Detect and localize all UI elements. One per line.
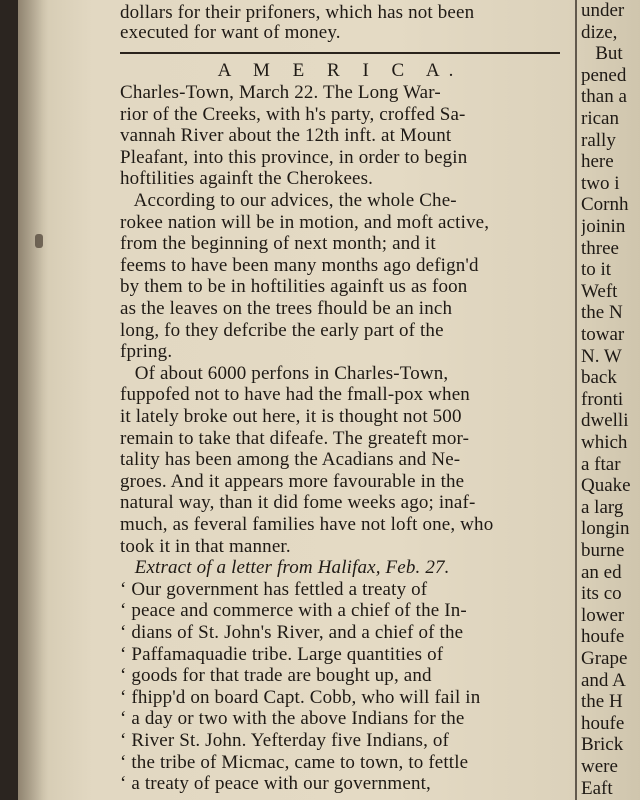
text-line: dollars for their prifoners, which has not been [120,2,475,23]
text-line: a ftar [581,453,621,475]
text-line: remain to take that difeafe. The greateft mor- [120,427,470,449]
text-line: Eaft [581,777,613,799]
text-line: towar [581,324,625,345]
text-line: burne [581,540,625,561]
text-line: to it [581,259,612,281]
section-rule [120,52,560,54]
text-line: tality has been among the Acadians and Ne- [120,449,461,471]
text-line: back [581,367,617,389]
text-line: its co [581,583,622,605]
text-line: fpring. [120,341,173,363]
column-divider [575,0,577,800]
text-line: which [581,432,628,453]
text-line: pened [581,64,627,86]
text-line: houfe [581,712,625,734]
right-column [581,0,640,800]
page-edge-stain [35,234,43,248]
text-line: ‘ a treaty of peace with our government, [120,773,431,795]
text-line: took it in that manner. [120,535,291,557]
text-line: Charles-Town, March 22. The Long War- [120,82,441,103]
text-line: rally [581,129,616,151]
text-line: ‘ dians of St. John's River, and a chief of the [120,622,464,643]
text-line: under [581,0,625,21]
text-line: groes. And it appears more favourable in the [120,470,465,492]
text-line: and A [581,669,626,691]
text-line: three [581,237,619,259]
text-line: longin [581,518,630,540]
text-line: long, fo they defcribe the early part of the [120,319,444,341]
text-line: ‘ the tribe of Micmac, came to town, to fettle [120,751,469,773]
newspaper-page [18,0,640,800]
text-line: ‘ Paffamaquadie tribe. Large quantities of [120,643,444,665]
text-line: Cornh [581,194,629,216]
text-line: Quake [581,475,631,497]
text-line: rican [581,108,619,129]
text-line: dize, [581,21,618,43]
text-line: Brick [581,734,624,756]
text-line: here [581,151,614,173]
text-line: Extract of a letter from Halifax, Feb. 27. [120,557,450,579]
text-line: by them to be in hoftilities againft us as foon [120,276,468,298]
text-line: rior of the Creeks, with h's party, croffed Sa- [120,103,466,125]
text-line: were [581,756,618,777]
text-line: According to our advices, the whole Che- [120,190,457,211]
text-line: much, as feveral families have not loft one, who [120,514,494,535]
text-line: the N [581,302,623,324]
text-line: rokee nation will be in motion, and moft active, [120,211,490,233]
text-line: executed for want of money. [120,22,341,43]
text-line: two i [581,172,620,194]
text-line: ‘ Our government has fettled a treaty of [120,578,428,600]
text-line: houfe [581,626,625,648]
text-line: lower [581,604,625,626]
text-line: Grape [581,648,628,669]
text-line: ‘ a day or two with the above Indians for the [120,708,465,730]
section-heading: A M E R I C A. [217,60,463,81]
text-line: as the leaves on the trees fhould be an inch [120,298,453,319]
text-line: ‘ fhipp'd on board Capt. Cobb, who will fail in [120,686,481,708]
text-line: joinin [581,216,626,237]
text-line: ‘ River St. John. Yefterday five Indians, of [120,730,450,751]
text-line: fronti [581,388,624,410]
text-line: the H [581,691,623,713]
text-line: ‘ goods for that trade are bought up, and [120,665,432,687]
text-line: hoftilities againft the Cherokees. [120,168,374,190]
text-line: than a [581,86,627,108]
text-line: dwelli [581,410,629,432]
text-line: a larg [581,496,624,518]
text-line: Pleafant, into this province, in order to begin [120,146,468,168]
text-line: from the beginning of next month; and it [120,233,436,255]
main-column [120,0,560,800]
text-line: N. W [581,345,622,367]
text-line: feems to have been many months ago defign'd [120,254,479,276]
text-line: an ed [581,561,622,583]
text-line: Weft [581,280,618,302]
text-line: vannah River about the 12th inft. at Mount [120,125,452,147]
text-line: natural way, than it did fome weeks ago; inaf- [120,492,476,514]
text-line: Of about 6000 perfons in Charles-Town, [120,362,449,384]
text-line: fuppofed not to have had the fmall-pox when [120,384,470,406]
text-line: ‘ peace and commerce with a chief of the In- [120,600,467,622]
text-line: it lately broke out here, it is thought not 500 [120,406,462,427]
text-line: But [581,43,623,65]
